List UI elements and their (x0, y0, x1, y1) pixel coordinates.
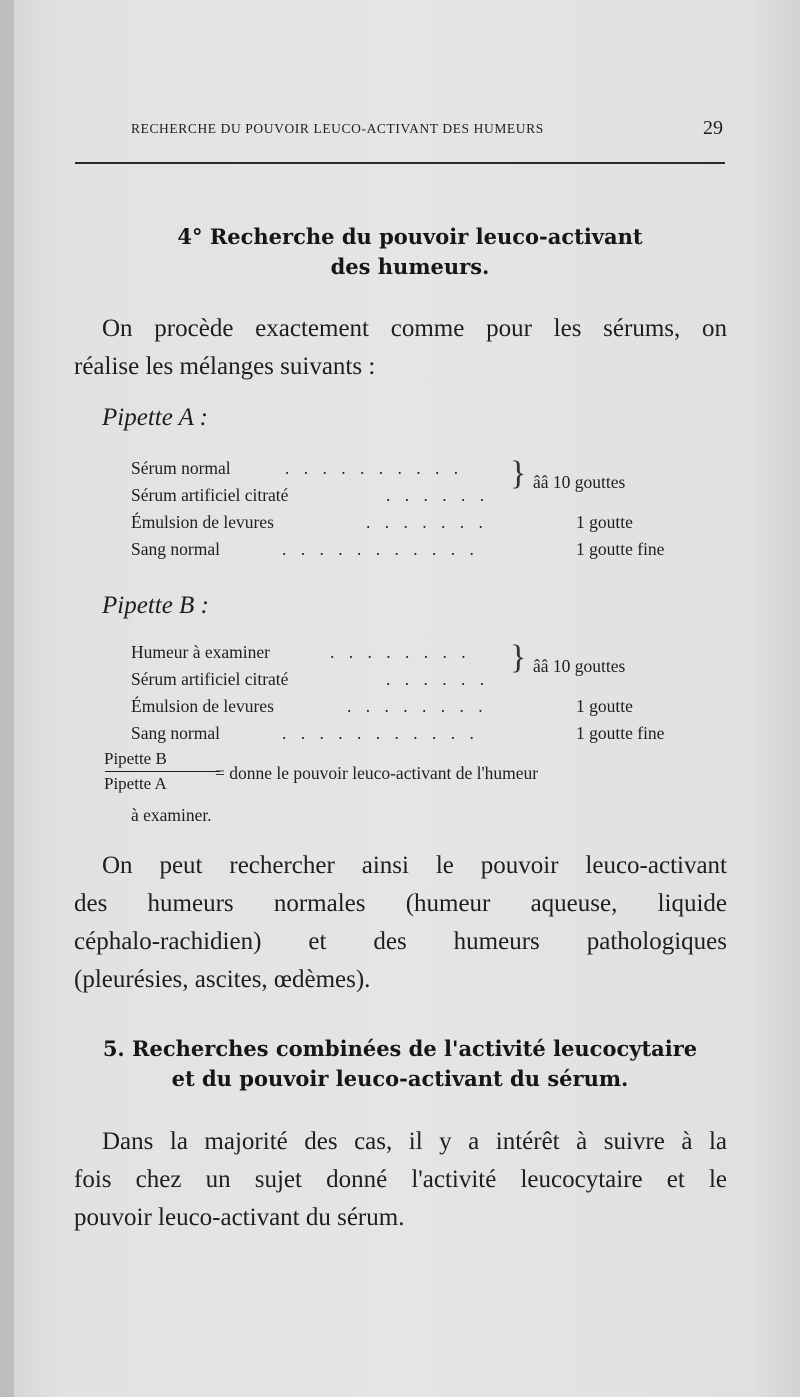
pipette-a-row-3-dots: . . . . . . . (366, 512, 488, 532)
pipette-a-row-2-name: Sérum artificiel citraté (131, 485, 289, 505)
section-5-title-line-2: et du pouvoir leuco-activant du sérum. (171, 1066, 629, 1091)
pipette-b-label: Pipette B : (102, 592, 209, 619)
intro-line-1: On procède exactement comme pour les sérums, on (102, 315, 727, 342)
pipette-b-row-4-qty: 1 goutte fine (576, 723, 665, 743)
pipette-a-brace-qty: ââ 10 gouttes (533, 472, 626, 492)
humeurs-line-4: (pleurésies, ascites, œdèmes). (74, 966, 371, 993)
pipette-b-row-1-dots: . . . . . . . . (330, 642, 471, 662)
pipette-a-row-4-dots: . . . . . . . . . . . (282, 539, 479, 559)
pipette-b-brace-icon: } (510, 639, 527, 676)
pipette-a-row-4-name: Sang normal (131, 539, 220, 559)
pipette-b-row-3-name: Émulsion de levures (131, 696, 274, 716)
ratio-continuation: à examiner. (131, 805, 212, 825)
pipette-b-row-3-qty: 1 goutte (576, 696, 633, 716)
ratio-denominator: Pipette A (104, 774, 167, 793)
section-5-paragraph (74, 1123, 727, 1237)
pipette-a-label: Pipette A : (102, 404, 208, 431)
pipette-a-row-2-dots: . . . . . . (386, 485, 490, 505)
pipette-b-row-4-dots: . . . . . . . . . . . (282, 723, 479, 743)
section-5-line-1: Dans la majorité des cas, il y a intérêt à suivre à la (102, 1128, 727, 1155)
section-4-title-line-2: des humeurs. (330, 254, 490, 279)
section-5-line-3: pouvoir leuco-activant du sérum. (74, 1204, 405, 1231)
section-4-title (90, 222, 730, 282)
humeurs-line-2: des humeurs normales (humeur aqueuse, liquide (74, 890, 727, 917)
pipette-b-brace-qty: ââ 10 gouttes (533, 656, 626, 676)
section-4-title-line-1: 4° Recherche du pouvoir leuco-activant (177, 224, 643, 249)
pipette-a-row-4-qty: 1 goutte fine (576, 539, 665, 559)
humeurs-paragraph (74, 847, 727, 999)
header-rule (75, 162, 725, 164)
pipette-b-row-1-name: Humeur à examiner (131, 642, 270, 662)
pipette-a-row-3-name: Émulsion de levures (131, 512, 274, 532)
pipette-a-row-3-qty: 1 goutte (576, 512, 633, 532)
intro-paragraph (74, 310, 727, 386)
section-5-title-line-1: 5. Recherches combinées de l'activité leucocytaire (102, 1036, 698, 1061)
ratio-fraction-bar (105, 771, 220, 772)
pipette-b-row-3-dots: . . . . . . . . (347, 696, 488, 716)
pipette-b-row-4-name: Sang normal (131, 723, 220, 743)
humeurs-line-3: céphalo-rachidien) et des humeurs pathologiques (74, 928, 727, 955)
ratio-numerator: Pipette B (104, 749, 167, 768)
running-head: RECHERCHE DU POUVOIR LEUCO-ACTIVANT DES HUMEURS (131, 121, 544, 136)
ratio-text: = donne le pouvoir leuco-activant de l'humeur (215, 763, 539, 783)
pipette-b-row-2-name: Sérum artificiel citraté (131, 669, 289, 689)
intro-line-2: réalise les mélanges suivants : (74, 353, 376, 380)
pipette-a-row-1-name: Sérum normal (131, 458, 231, 478)
pipette-a-brace-icon: } (510, 455, 527, 492)
pipette-b-row-2-dots: . . . . . . (386, 669, 490, 689)
humeurs-line-1: On peut rechercher ainsi le pouvoir leuco-activant (102, 852, 727, 879)
section-5-line-2: fois chez un sujet donné l'activité leucocytaire et le (74, 1166, 727, 1193)
page-number: 29 (703, 117, 723, 139)
pipette-a-row-1-dots: . . . . . . . . . . (285, 458, 464, 478)
section-5-title (70, 1034, 730, 1094)
